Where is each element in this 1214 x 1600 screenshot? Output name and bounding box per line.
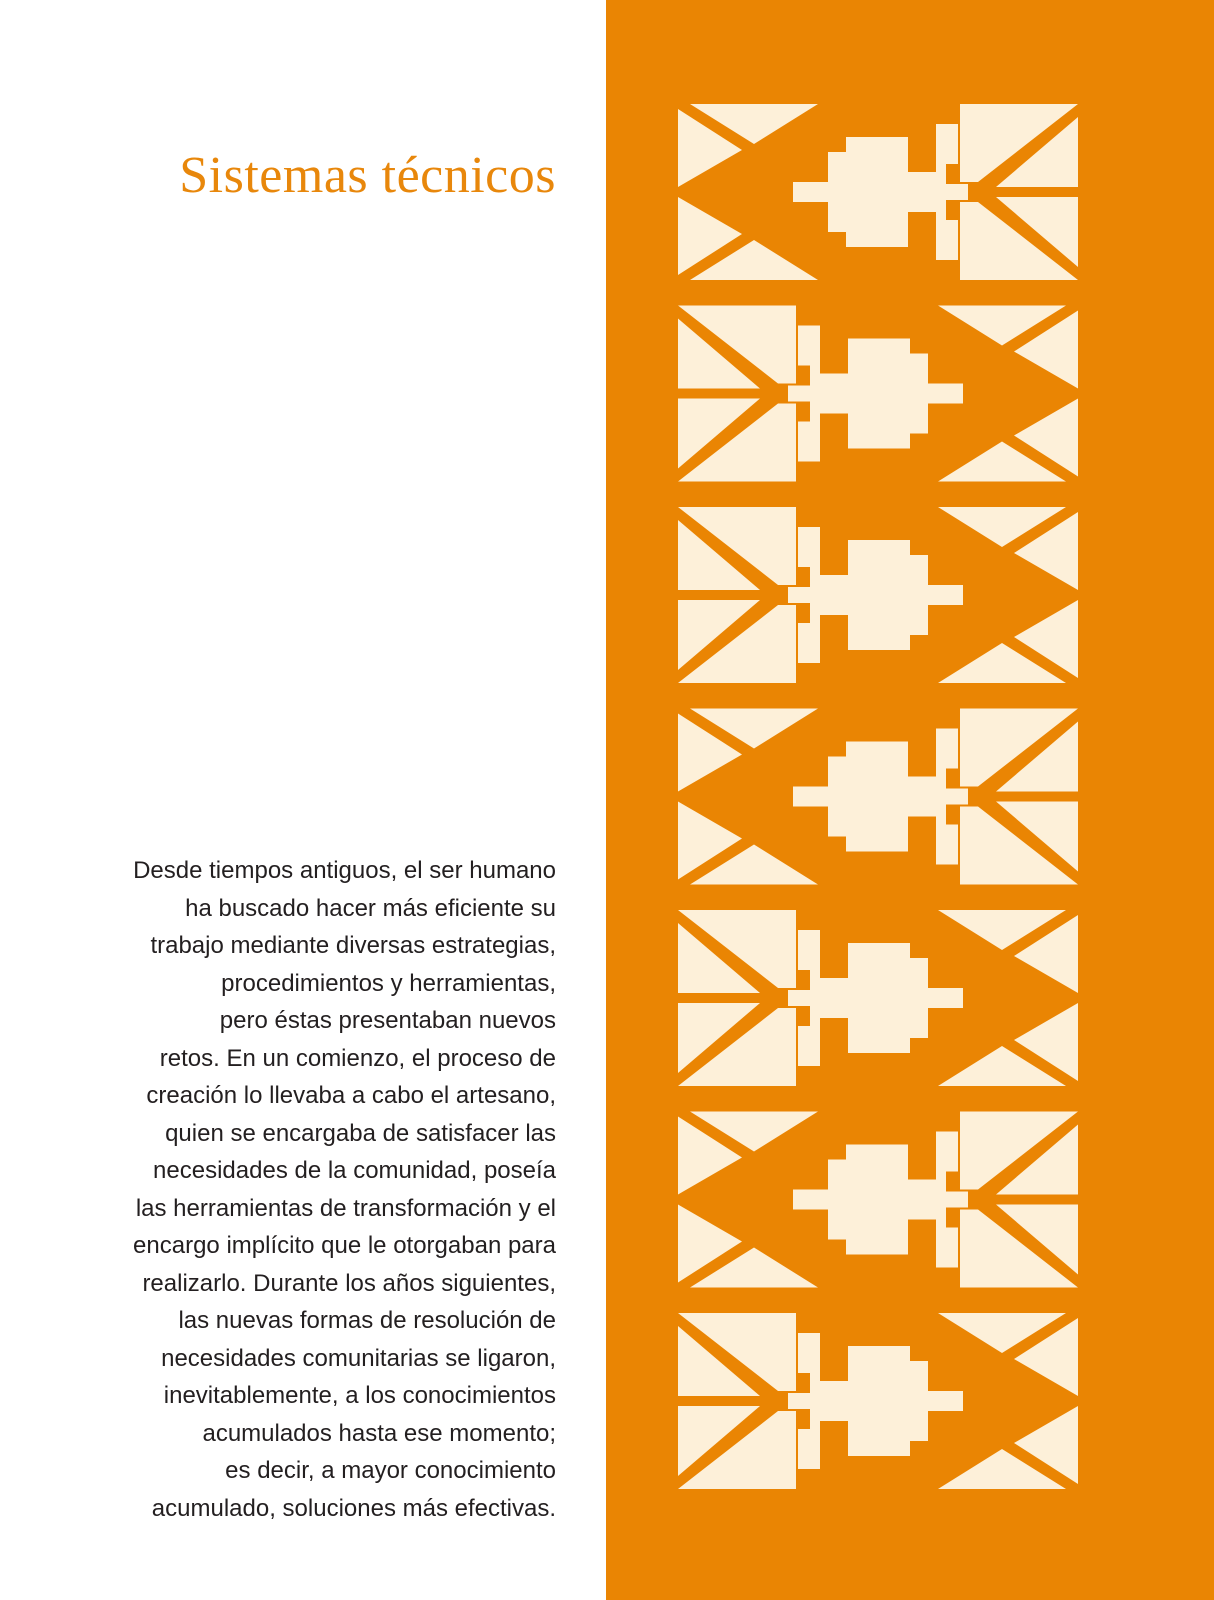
body-line: ha buscado hacer más eficiente su xyxy=(185,894,556,922)
body-line: procedimientos y herramientas, xyxy=(221,969,556,997)
decorative-band xyxy=(606,0,1214,1600)
body-line: necesidades comunitarias se ligaron, xyxy=(161,1344,556,1372)
body-paragraph xyxy=(40,852,556,1527)
body-line: Desde tiempos antiguos, el ser humano xyxy=(133,857,556,884)
body-line: encargo implícito que le otorgaban para xyxy=(133,1232,556,1259)
body-line: es decir, a mayor conocimiento xyxy=(225,1457,556,1484)
body-line: las herramientas de transformación y el xyxy=(135,1194,556,1222)
body-line: pero éstas presentaban nuevos xyxy=(219,1007,556,1034)
body-line: inevitablemente, a los conocimientos xyxy=(163,1382,556,1409)
body-line: retos. En un comienzo, el proceso de xyxy=(159,1044,556,1072)
body-line: acumulado, soluciones más efectivas. xyxy=(151,1494,556,1522)
body-line: creación lo llevaba a cabo el artesano, xyxy=(146,1082,556,1109)
body-line: necesidades de la comunidad, poseía xyxy=(153,1157,556,1184)
decorative-pattern xyxy=(606,0,1214,1600)
body-line: trabajo mediante diversas estrategias, xyxy=(150,932,556,959)
body-line: realizarlo. Durante los años siguientes, xyxy=(142,1269,556,1297)
body-line: quien se encargaba de satisfacer las xyxy=(165,1119,556,1147)
body-line: las nuevas formas de resolución de xyxy=(178,1307,556,1334)
page-title: Sistemas técnicos xyxy=(179,147,556,204)
body-line: acumulados hasta ese momento; xyxy=(202,1419,556,1447)
